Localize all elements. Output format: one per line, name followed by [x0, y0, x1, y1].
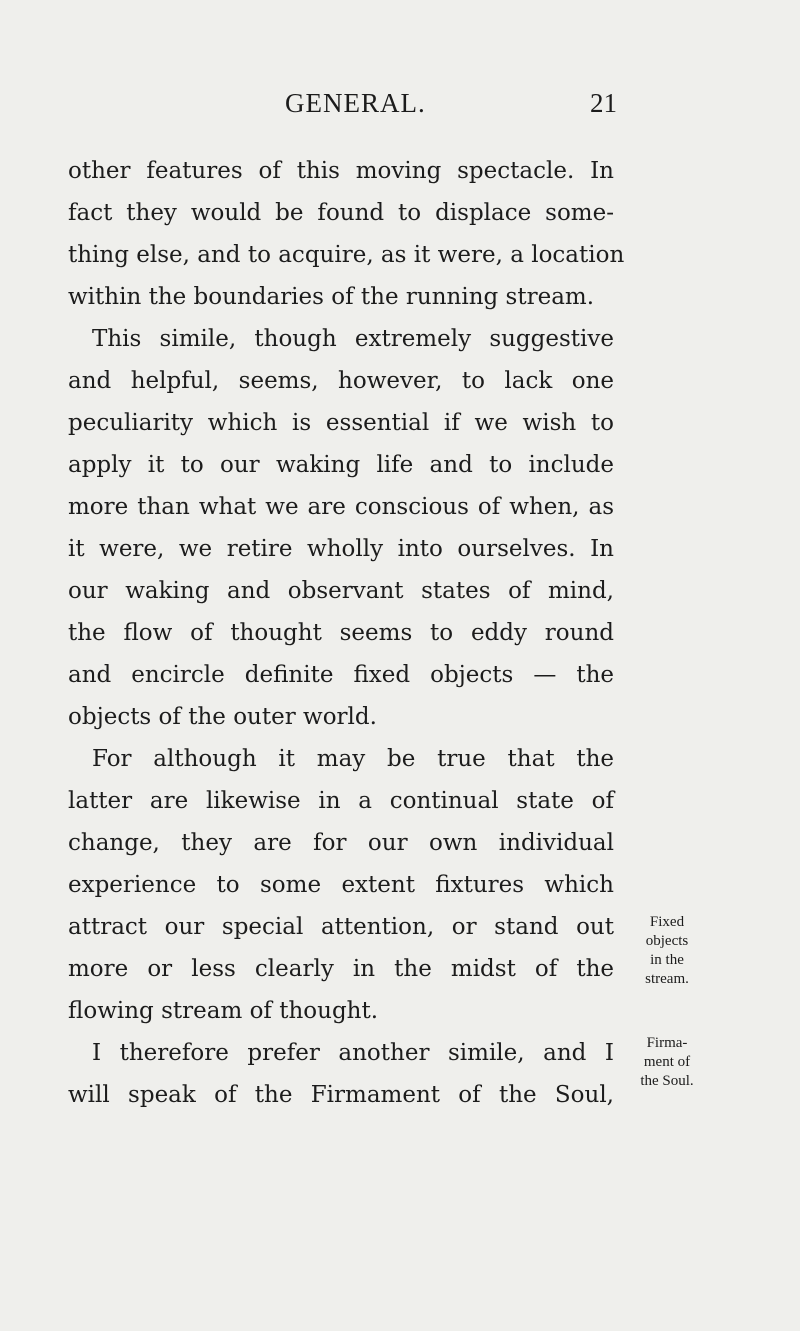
- margin-note-line: in the: [650, 952, 684, 968]
- running-head: GENERAL.: [285, 88, 426, 118]
- page-number: 21: [590, 88, 617, 118]
- text-line: our waking and observant states of mind,: [68, 578, 614, 604]
- text-line: peculiarity which is essential if we wish to: [68, 410, 614, 436]
- text-line: change, they are for our own individual: [68, 830, 614, 856]
- text-line: latter are likewise in a continual state of: [68, 788, 614, 814]
- margin-note-line: stream.: [645, 971, 689, 987]
- text-line: it were, we retire wholly into ourselves. In: [68, 536, 614, 562]
- margin-note-line: objects: [645, 933, 689, 949]
- text-line: flowing stream of thought.: [68, 998, 379, 1024]
- text-line: more or less clearly in the midst of the: [68, 956, 614, 982]
- text-line: other features of this moving spectacle. In: [68, 158, 614, 184]
- page-header: [0, 88, 800, 128]
- text-line: I therefore prefer another simile, and I: [92, 1040, 614, 1066]
- text-line: fact they would be found to displace some-: [68, 200, 614, 226]
- text-line: and helpful, seems, however, to lack one: [68, 368, 614, 394]
- margin-note-fixed-objects: [622, 913, 712, 989]
- text-line: This simile, though extremely suggestive: [92, 326, 614, 352]
- margin-note-line: Fixed: [649, 914, 685, 930]
- text-line: apply it to our waking life and to include: [68, 452, 614, 478]
- text-line: more than what we are conscious of when, as: [68, 494, 614, 520]
- margin-note-line: Firma-: [646, 1035, 688, 1051]
- text-line: experience to some extent fixtures which: [68, 872, 614, 898]
- text-line: attract our special attention, or stand out: [68, 914, 614, 940]
- text-line: will speak of the Firmament of the Soul,: [68, 1082, 614, 1108]
- text-line: within the boundaries of the running stream.: [68, 284, 595, 310]
- text-line: objects of the outer world.: [68, 704, 377, 730]
- margin-note-line: ment of: [643, 1054, 691, 1070]
- text-line: the flow of thought seems to eddy round: [68, 620, 614, 646]
- margin-note-firmament: [622, 1034, 712, 1091]
- margin-note-line: the Soul.: [640, 1073, 694, 1089]
- text-line: For although it may be true that the: [92, 746, 614, 772]
- text-line: and encircle definite fixed objects — the: [68, 662, 614, 688]
- text-line: thing else, and to acquire, as it were, a location: [68, 242, 625, 268]
